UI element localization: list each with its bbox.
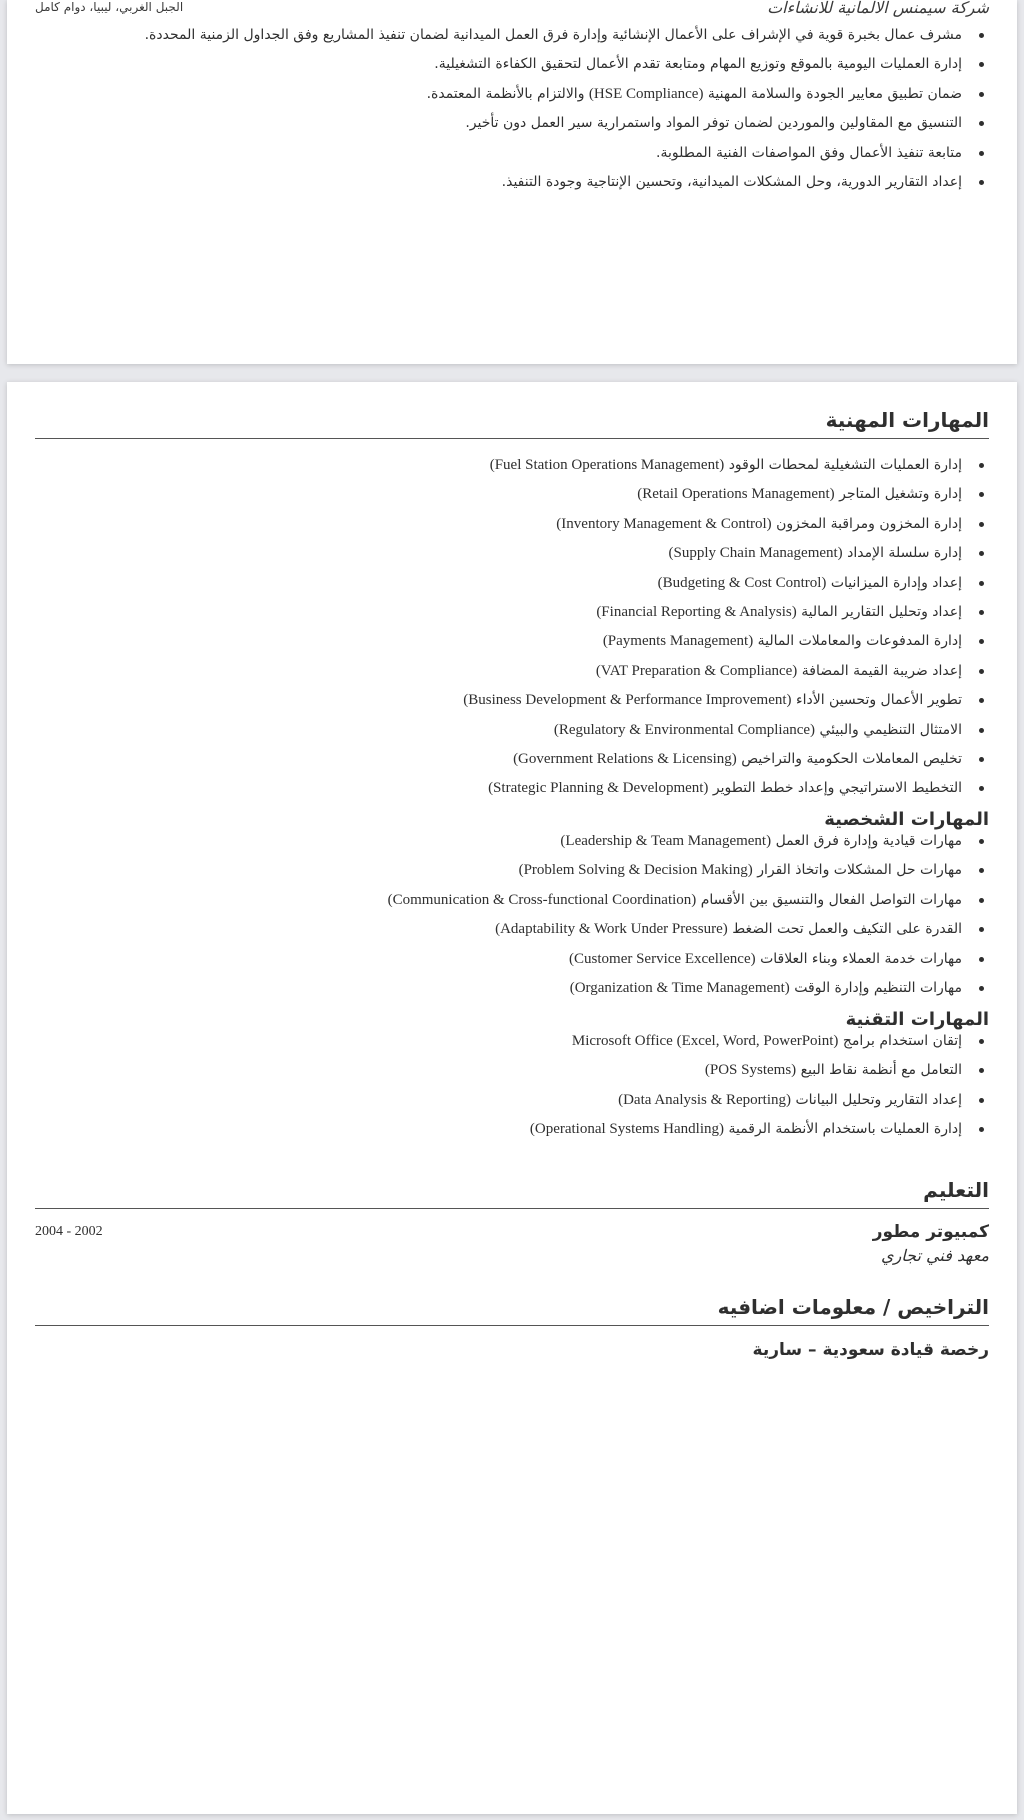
item-text-ar: التخطيط الاستراتيجي وإعداد خطط التطوير [712,780,962,797]
item-text-en: (Financial Reporting & Analysis) [596,604,797,621]
item-text-ar: الامتثال التنظيمي والبيئي [819,721,962,738]
list-item [35,886,989,915]
section-title-education: التعليم [923,1178,989,1202]
list-item [35,139,989,168]
list-item [35,856,989,885]
licenses-header [35,1295,989,1326]
item-text-ar: إدارة العمليات باستخدام الأنظمة الرقمية [728,1121,962,1138]
list-item [35,827,989,856]
item-text-en: (Strategic Planning & Development) [488,780,709,797]
item-text-ar: مهارات خدمة العملاء وبناء العلاقات [760,950,962,967]
job-header [35,0,989,22]
list-item [35,974,989,1003]
item-text-ar: التعامل مع أنظمة نقاط البيع [800,1062,962,1079]
item-text-ar: إدارة سلسلة الإمداد [847,545,962,562]
list-item [35,109,989,138]
list-item [35,1086,989,1115]
item-text-ar: مهارات حل المشكلات واتخاذ القرار [757,862,962,879]
education-dates: 2004 - 2002 [35,1224,103,1239]
job-company: شركة سيمنس الالمانية للانشاءات [767,0,989,17]
item-text-en: (Regulatory & Environmental Compliance) [553,721,816,738]
personal-skills-list [35,827,989,1003]
list-item [35,716,989,745]
item-text-ar: مشرف عمال بخبرة قوية في الإشراف على الأعمال الإنشائية وإدارة فرق العمل الميدانية لضمان تنفيذ المشاريع وفق الجداول الزمنية المحددة. [144,27,962,43]
item-text-ar: مهارات التواصل الفعال والتنسيق بين الأقسام [700,891,962,908]
list-item [35,1027,989,1056]
item-text-en: (Data Analysis & Reporting) [618,1091,791,1108]
item-text-en: (Customer Service Excellence) [569,950,756,967]
item-text-ar: إعداد ضريبة القيمة المضافة [801,662,962,679]
item-text-en: (Fuel Station Operations Management) [489,457,725,473]
list-item [35,480,989,509]
resume-page-2 [7,382,1017,1814]
item-text-en: (Problem Solving & Decision Making) [518,862,753,879]
item-text-en: (Communication & Cross-functional Coordination) [387,891,697,908]
education-entry [35,1222,989,1270]
list-item [35,510,989,539]
item-text-ar: إعداد وإدارة الميزانيات [830,574,962,591]
item-text-en: (HSE Compliance) [588,85,704,102]
item-text-en: (Business Development & Performance Improvement) [463,692,792,709]
list-item [35,915,989,944]
list-item [35,598,989,627]
item-text-ar: مهارات قيادية وإدارة فرق العمل [775,833,962,849]
list-item [35,569,989,598]
item-text-ar: التنسيق مع المقاولين والموردين لضمان توفر المواد واستمرارية سير العمل دون تأخير. [465,115,962,132]
item-text-ar: إدارة المخزون ومراقبة المخزون [776,515,962,532]
section-title-technical-skills: المهارات التقنية [845,1009,989,1030]
section-divider [35,1208,989,1209]
item-text-ar: متابعة تنفيذ الأعمال وفق المواصفات الفنية المطلوبة. [656,144,962,161]
item-text-ar: إدارة العمليات التشغيلية لمحطات الوقود [728,457,962,473]
professional-skills-list [35,451,989,804]
list-item [35,774,989,803]
item-text-ar: ضمان تطبيق معايير الجودة والسلامة المهنية [707,85,962,102]
list-item [35,686,989,715]
item-text-ar: تطوير الأعمال وتحسين الأداء [796,692,962,709]
list-item [35,539,989,568]
job-location: الجبل الغربي، ليبيا، دوام كامل [35,0,184,14]
item-text-ar: القدرة على التكيف والعمل تحت الضغط [732,921,962,938]
item-text-en: Microsoft Office (Excel, Word, PowerPoint) [571,1033,839,1049]
list-item [35,1115,989,1144]
item-text-en: (VAT Preparation & Compliance) [595,662,798,679]
list-item [35,50,989,79]
item-text-ar: إدارة العمليات اليومية بالموقع وتوزيع المهام ومتابعة تقدم الأعمال لتحقيق الكفاءة التشغيلية. [434,56,962,73]
list-item [35,80,989,109]
list-item [35,657,989,686]
item-text-ar: إعداد التقارير الدورية، وحل المشكلات الميدانية، وتحسين الإنتاجية وجودة التنفيذ. [501,174,962,191]
item-text-en: (Inventory Management & Control) [556,515,772,532]
item-text-ar: إتقان استخدام برامج [842,1033,962,1049]
list-item [35,21,989,50]
item-text-ar: إدارة المدفوعات والمعاملات المالية [757,633,962,650]
section-divider [35,1325,989,1326]
item-text-en: (POS Systems) [704,1062,797,1079]
item-text-en: (Organization & Time Management) [569,980,790,997]
section-title-licenses: التراخيص / معلومات اضافيه [717,1295,989,1319]
section-title-professional-skills: المهارات المهنية [825,408,989,432]
item-text-en: (Supply Chain Management) [668,545,843,562]
section-divider [35,438,989,439]
education-degree: كمبيوتر مطور [872,1222,989,1242]
list-item [35,945,989,974]
job-duties-list [35,21,989,197]
list-item [35,168,989,197]
item-text-ar: تخليص المعاملات الحكومية والتراخيص [741,751,962,768]
license-entry [35,1340,989,1360]
list-item [35,1056,989,1085]
list-item [35,627,989,656]
item-text-en: (Government Relations & Licensing) [513,751,737,768]
technical-skills-list [35,1027,989,1145]
item-text-ar: مهارات التنظيم وإدارة الوقت [794,980,962,997]
item-text-en: (Leadership & Team Management) [560,833,772,849]
item-text-ar: إعداد وتحليل التقارير المالية [801,604,962,621]
education-header [35,1178,989,1209]
item-text-ar-after: والالتزام بالأنظمة المعتمدة. [426,85,585,102]
resume-page-1 [7,0,1017,364]
item-text-en: (Retail Operations Management) [637,486,835,503]
list-item [35,451,989,480]
license-text: رخصة قيادة سعودية – سارية [752,1340,989,1360]
list-item [35,745,989,774]
item-text-ar: إدارة وتشغيل المتاجر [839,486,962,503]
education-school: معهد فني تجاري [881,1246,989,1265]
professional-skills-header [35,408,989,439]
item-text-en: (Operational Systems Handling) [529,1121,725,1138]
item-text-ar: إعداد التقارير وتحليل البيانات [795,1091,962,1108]
item-text-en: (Payments Management) [602,633,754,650]
item-text-en: (Budgeting & Cost Control) [657,574,827,591]
section-title-personal-skills: المهارات الشخصية [824,809,989,830]
item-text-en: (Adaptability & Work Under Pressure) [495,921,728,938]
